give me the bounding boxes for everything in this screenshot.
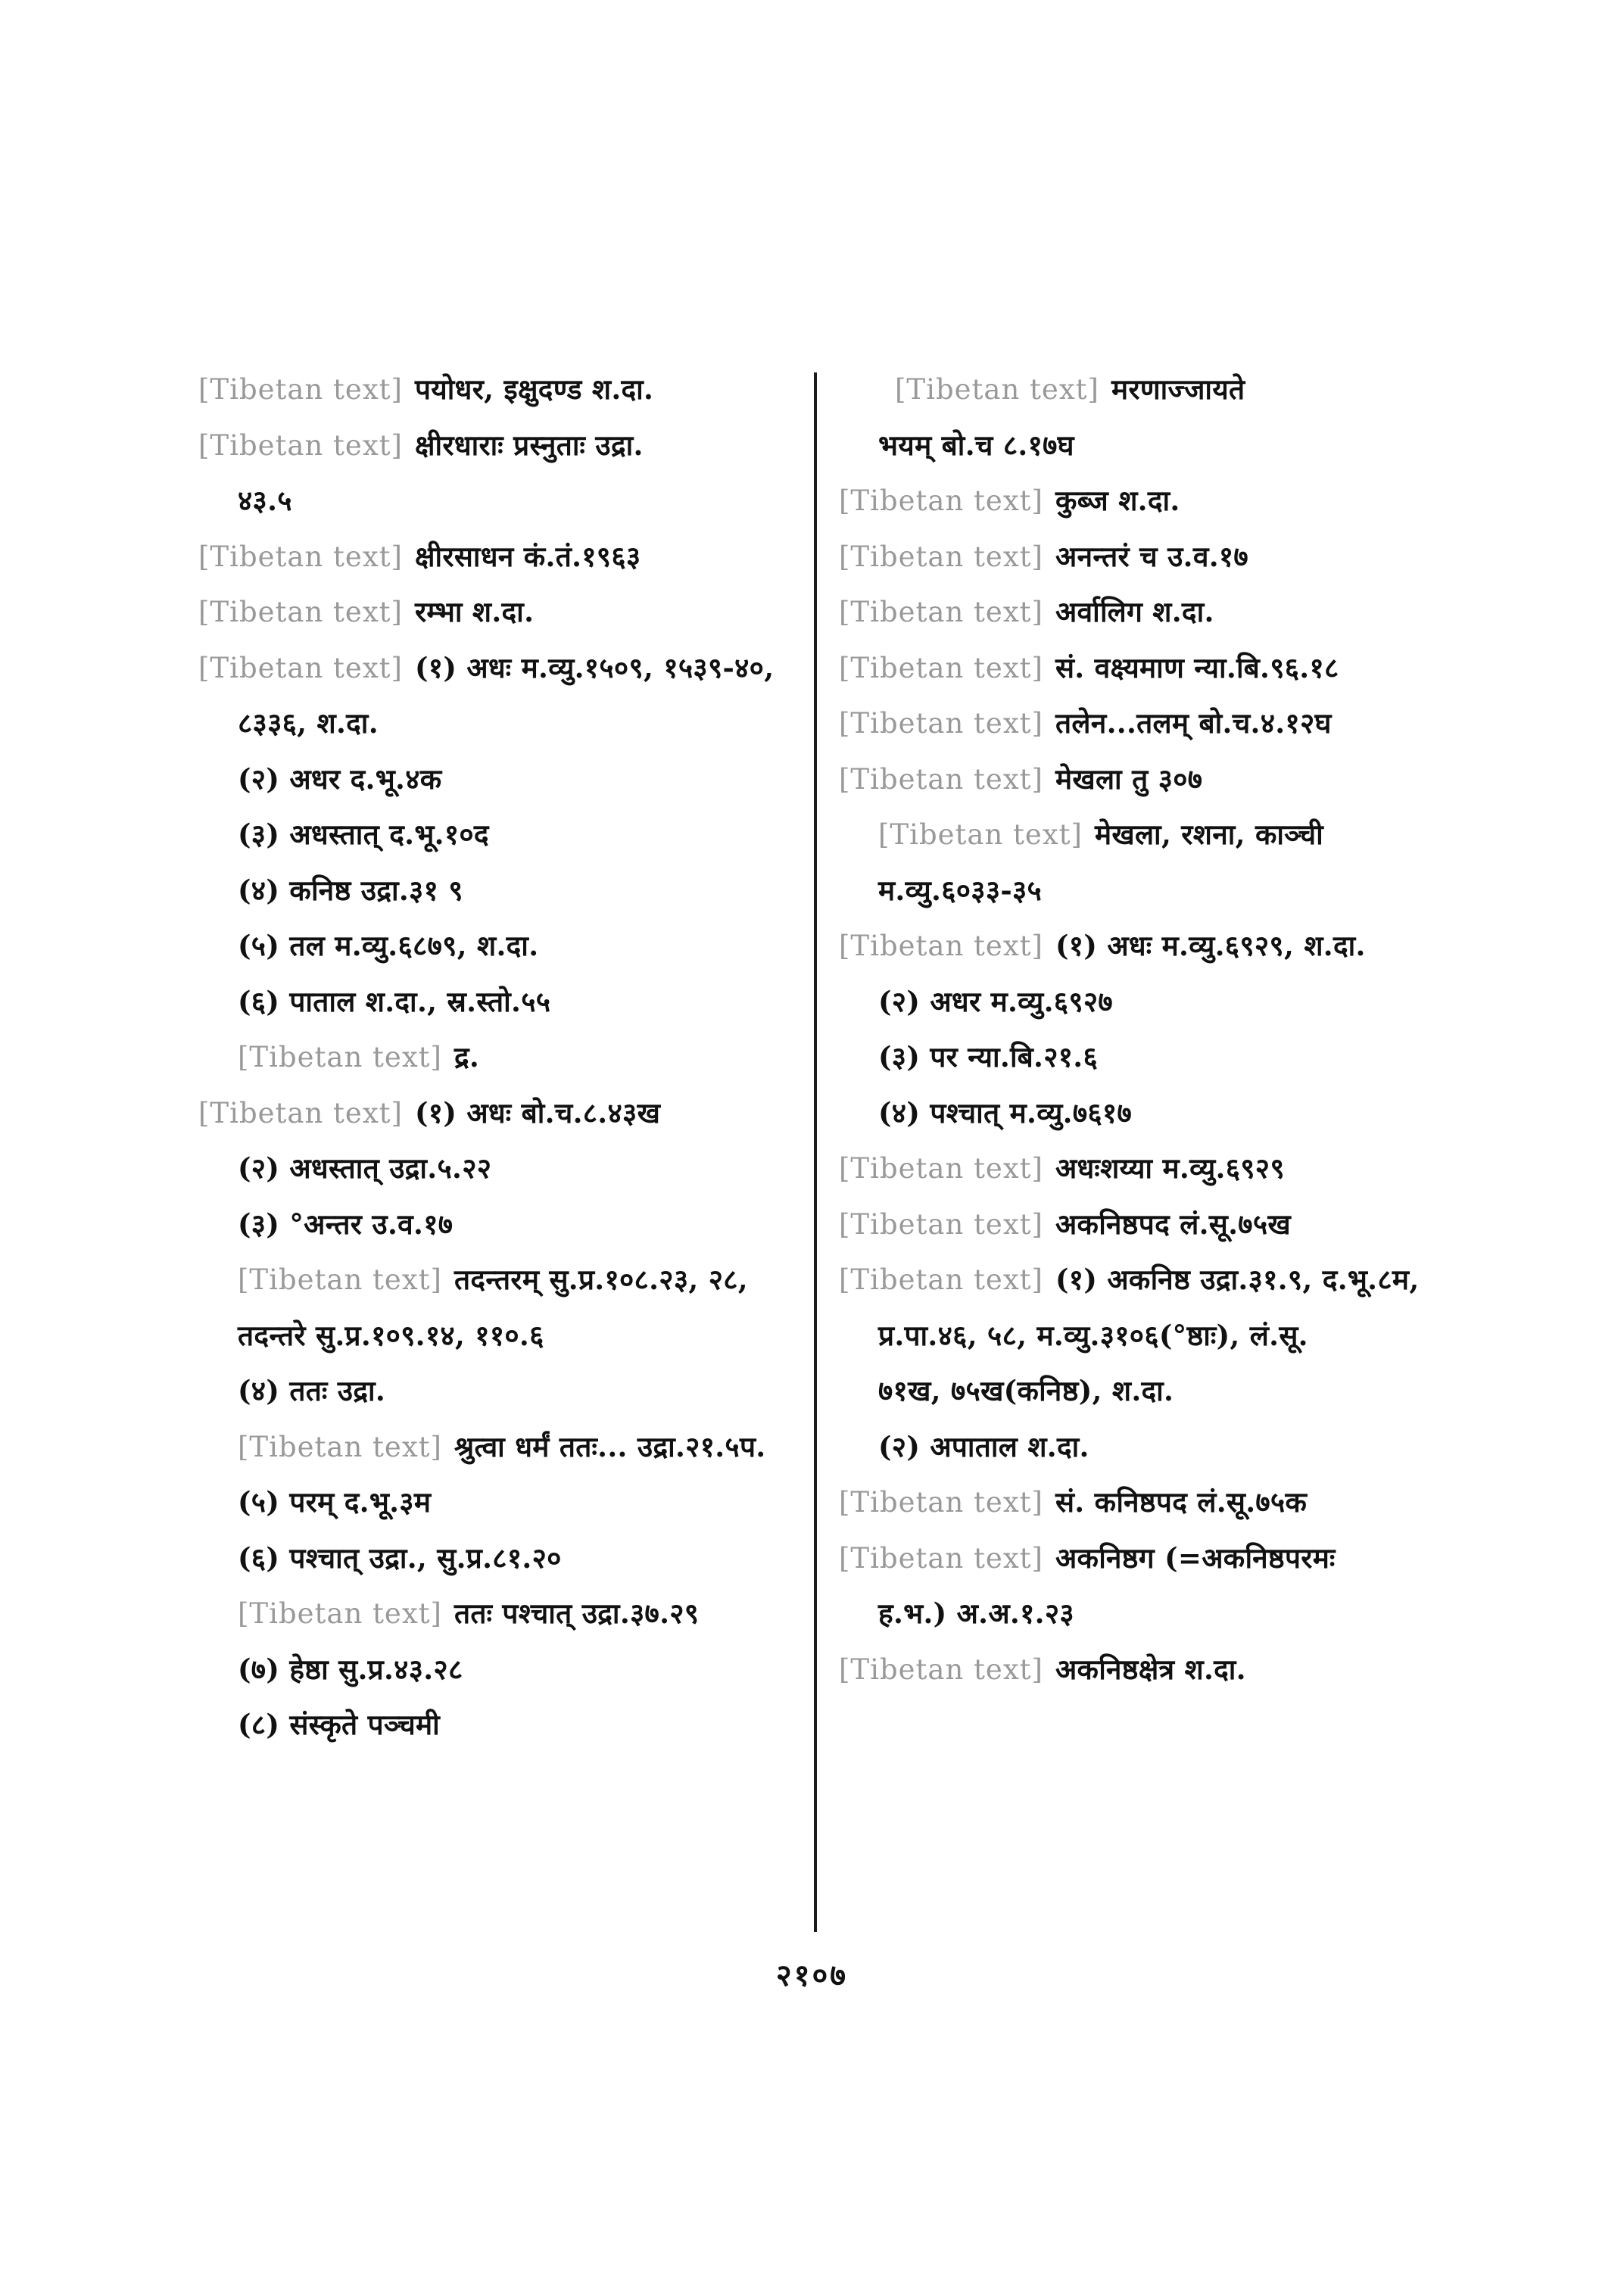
tibetan-headword: [Tibetan text] (198, 373, 403, 406)
sanskrit-gloss: (४) ततः उद्रा. (238, 1374, 386, 1407)
tibetan-headword: [Tibetan text] (238, 1597, 442, 1630)
sanskrit-gloss: सं. वक्ष्यमाण न्या.बि.९६.१८ (1055, 650, 1339, 684)
sanskrit-gloss: (२) अपाताल श.दा. (878, 1429, 1089, 1463)
sanskrit-gloss: अर्वालिग श.दा. (1055, 595, 1214, 628)
sanskrit-gloss: सं. कनिष्ठपद लं.सू.७५क (1055, 1485, 1308, 1519)
sanskrit-gloss: क्षीरसाधन कं.तं.१९६३ (414, 539, 641, 573)
tibetan-headword: [Tibetan text] (839, 1152, 1043, 1185)
sanskrit-gloss: कुब्ज श.दा. (1055, 484, 1180, 517)
dictionary-entry (839, 918, 1467, 974)
sanskrit-gloss: (१) अकनिष्ठ उद्रा.३१.९, द.भू.८म, (1055, 1263, 1420, 1296)
dictionary-entry (839, 473, 1467, 529)
entry-continuation (839, 974, 1467, 1030)
sanskrit-gloss: ततः पश्चात् उद्रा.३७.२९ (454, 1597, 700, 1630)
sanskrit-gloss: मेखला तु ३०७ (1055, 762, 1203, 796)
tibetan-headword: [Tibetan text] (839, 596, 1043, 628)
tibetan-headword: [Tibetan text] (198, 596, 403, 628)
tibetan-headword: [Tibetan text] (198, 1096, 403, 1129)
sanskrit-gloss: (६) पाताल श.दा., स्र.स्तो.५५ (238, 984, 551, 1018)
right-column (839, 362, 1467, 1697)
tibetan-headword: [Tibetan text] (238, 1263, 442, 1296)
sanskrit-gloss: ह.भ.) अ.अ.१.२३ (878, 1597, 1074, 1630)
entry-continuation (198, 1141, 804, 1197)
tibetan-headword: [Tibetan text] (839, 484, 1043, 517)
sanskrit-gloss: ७१ख, ७५ख(कनिष्ठ), श.दा. (878, 1374, 1174, 1407)
entry-continuation (198, 1697, 804, 1753)
dictionary-entry (839, 640, 1467, 696)
dictionary-entry (198, 640, 804, 696)
entry-continuation (198, 1419, 804, 1475)
entry-continuation (198, 1363, 804, 1419)
tibetan-headword: [Tibetan text] (878, 818, 1083, 851)
sanskrit-gloss: (२) अधर म.व्यु.६९२७ (878, 984, 1113, 1018)
entry-continuation (198, 1586, 804, 1642)
dictionary-entry (839, 529, 1467, 585)
dictionary-entry (198, 529, 804, 585)
tibetan-headword: [Tibetan text] (238, 1041, 442, 1073)
tibetan-headword: [Tibetan text] (238, 1430, 442, 1463)
sanskrit-gloss: क्षीरधाराः प्रस्नुताः उद्रा. (414, 428, 644, 462)
column-divider (814, 372, 817, 1932)
sanskrit-gloss: ८३३६, श.दा. (238, 706, 379, 740)
sanskrit-gloss: (३) अधस्तात् द.भू.१०द (238, 818, 489, 851)
sanskrit-gloss: तदन्तरे सु.प्र.१०९.१४, ११०.६ (238, 1318, 544, 1352)
entry-continuation (198, 696, 804, 752)
entry-continuation (198, 918, 804, 974)
sanskrit-gloss: श्रुत्वा धर्मं ततः... उद्रा.२१.५प. (454, 1429, 766, 1463)
entry-continuation (198, 974, 804, 1030)
sanskrit-gloss: ४३.५ (238, 484, 292, 517)
entry-continuation (198, 1475, 804, 1531)
tibetan-headword: [Tibetan text] (198, 428, 403, 462)
entry-continuation (198, 1197, 804, 1253)
entry-continuation (839, 807, 1467, 863)
dictionary-entry (198, 418, 804, 474)
sanskrit-gloss: मरणाज्जायते (1111, 372, 1245, 406)
sanskrit-gloss: (१) अधः म.व्यु.६९२९, श.दा. (1055, 929, 1366, 962)
entry-continuation (198, 473, 804, 529)
tibetan-headword: [Tibetan text] (839, 762, 1043, 796)
sanskrit-gloss: (३) पर न्या.बि.२१.६ (878, 1040, 1098, 1073)
dictionary-entry (839, 752, 1467, 808)
entry-continuation (839, 1308, 1467, 1364)
dictionary-entry (839, 1642, 1467, 1698)
sanskrit-gloss: (१) अधः म.व्यु.१५०९, १५३९-४०, (414, 650, 775, 684)
entry-continuation (839, 1586, 1467, 1642)
entry-continuation (839, 362, 1467, 418)
sanskrit-gloss: (६) पश्चात् उद्रा., सु.प्र.८१.२० (238, 1541, 562, 1575)
tibetan-headword: [Tibetan text] (839, 930, 1043, 962)
entry-continuation (839, 1086, 1467, 1142)
entry-continuation (839, 863, 1467, 919)
tibetan-headword: [Tibetan text] (839, 540, 1043, 573)
sanskrit-gloss: भयम् बो.च ८.१७घ (878, 428, 1074, 462)
tibetan-headword: [Tibetan text] (198, 540, 403, 573)
sanskrit-gloss: (८) संस्कृते पञ्चमी (238, 1708, 441, 1741)
sanskrit-gloss: (५) तल म.व्यु.६८७९, श.दा. (238, 929, 539, 962)
sanskrit-gloss: रम्भा श.दा. (414, 595, 535, 628)
tibetan-headword: [Tibetan text] (839, 707, 1043, 740)
tibetan-headword: [Tibetan text] (839, 651, 1043, 684)
entry-continuation (839, 418, 1467, 474)
entry-continuation (839, 1030, 1467, 1086)
tibetan-headword: [Tibetan text] (895, 373, 1099, 406)
entry-continuation (839, 1363, 1467, 1419)
sanskrit-gloss: (१) अधः बो.च.८.४३ख (414, 1095, 661, 1129)
sanskrit-gloss: अनन्तरं च उ.व.१७ (1055, 539, 1248, 573)
sanskrit-gloss: (३) °अन्तर उ.व.१७ (238, 1207, 454, 1241)
dictionary-entry (839, 584, 1467, 640)
sanskrit-gloss: (५) परम् द.भू.३म (238, 1485, 432, 1519)
entry-continuation (839, 1419, 1467, 1475)
entry-continuation (198, 1030, 804, 1086)
sanskrit-gloss: प्र.पा.४६, ५८, म.व्यु.३१०६(°ष्ठाः), लं.सू. (878, 1318, 1308, 1352)
left-column (198, 362, 804, 1753)
entry-continuation (198, 1531, 804, 1587)
dictionary-entry (839, 696, 1467, 752)
sanskrit-gloss: तलेन...तलम् बो.च.४.१२घ (1055, 706, 1332, 740)
dictionary-entry (198, 584, 804, 640)
sanskrit-gloss: (७) हेष्ठा सु.प्र.४३.२८ (238, 1652, 463, 1686)
sanskrit-gloss: अकनिष्ठक्षेत्र श.दा. (1055, 1652, 1246, 1686)
sanskrit-gloss: पयोधर, इक्षुदण्ड श.दा. (414, 372, 654, 406)
entry-continuation (198, 752, 804, 808)
sanskrit-gloss: तदन्तरम् सु.प्र.१०८.२३, २८, (454, 1263, 748, 1296)
dictionary-entry (198, 362, 804, 418)
entry-continuation (198, 863, 804, 919)
entry-continuation (198, 1642, 804, 1698)
sanskrit-gloss: म.व्यु.६०३३-३५ (878, 873, 1043, 907)
tibetan-headword: [Tibetan text] (198, 651, 403, 684)
entry-continuation (198, 1308, 804, 1364)
tibetan-headword: [Tibetan text] (839, 1207, 1043, 1241)
tibetan-headword: [Tibetan text] (839, 1263, 1043, 1296)
sanskrit-gloss: अधःशय्या म.व्यु.६९२९ (1055, 1151, 1285, 1185)
entry-continuation (198, 1252, 804, 1308)
dictionary-entry (198, 1086, 804, 1142)
tibetan-headword: [Tibetan text] (839, 1486, 1043, 1519)
sanskrit-gloss: (४) कनिष्ठ उद्रा.३१ ९ (238, 873, 463, 907)
sanskrit-gloss: अकनिष्ठपद लं.सू.७५ख (1055, 1207, 1291, 1241)
sanskrit-gloss: द्र. (454, 1040, 480, 1073)
dictionary-entry (839, 1252, 1467, 1308)
dictionary-entry (839, 1531, 1467, 1587)
entry-continuation (198, 807, 804, 863)
sanskrit-gloss: (२) अधस्तात् उद्रा.५.२२ (238, 1151, 492, 1185)
dictionary-entry (839, 1141, 1467, 1197)
sanskrit-gloss: (४) पश्चात् म.व्यु.७६१७ (878, 1095, 1132, 1129)
sanskrit-gloss: मेखला, रशना, काञ्ची (1094, 818, 1323, 851)
dictionary-entry (839, 1475, 1467, 1531)
sanskrit-gloss: अकनिष्ठग (=अकनिष्ठपरमः (1055, 1541, 1336, 1575)
page-number: २१०७ (775, 1958, 849, 1993)
tibetan-headword: [Tibetan text] (839, 1541, 1043, 1575)
tibetan-headword: [Tibetan text] (839, 1653, 1043, 1686)
dictionary-entry (839, 1197, 1467, 1253)
sanskrit-gloss: (२) अधर द.भू.४क (238, 762, 442, 796)
